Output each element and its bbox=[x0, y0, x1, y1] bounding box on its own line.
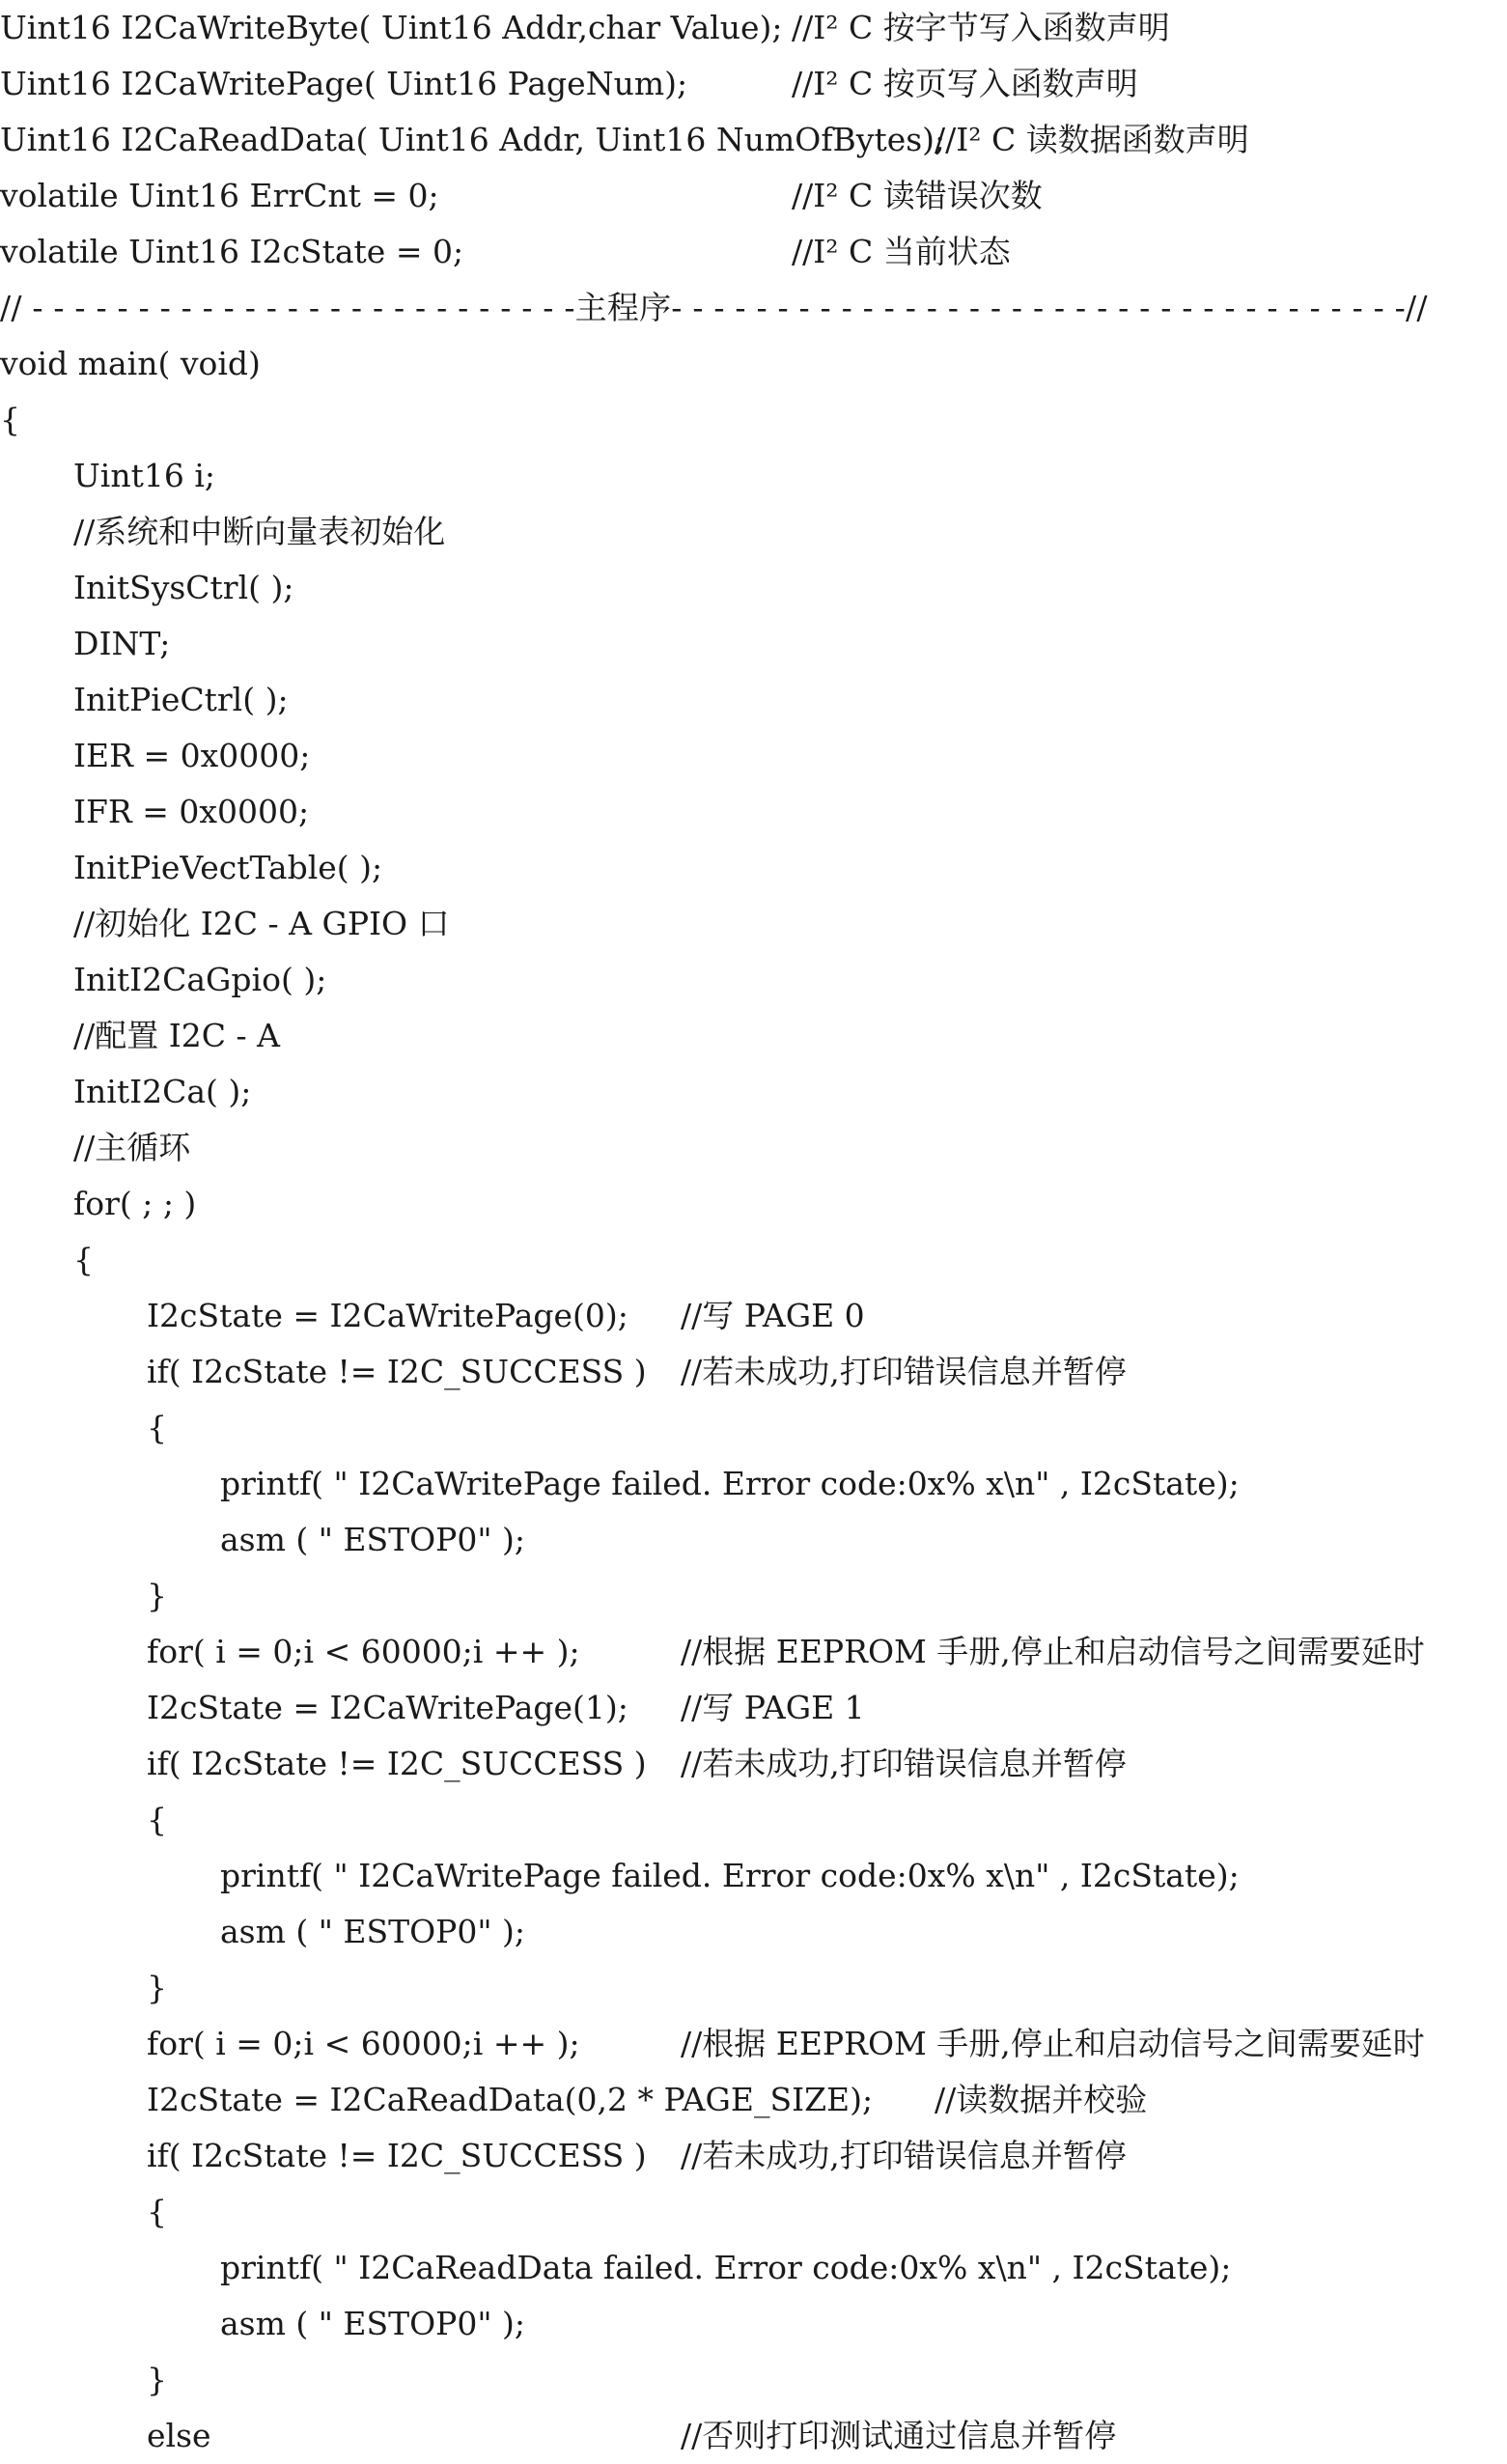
code-line bbox=[0, 2184, 167, 2240]
code-text: volatile Uint16 I2cState = 0; bbox=[0, 233, 464, 270]
code-text: IER = 0x0000; bbox=[73, 737, 311, 774]
code-line bbox=[0, 392, 20, 448]
code-comment: //若未成功,打印错误信息并暂停 bbox=[681, 1353, 1127, 1390]
code-text: asm ( " ESTOP0" ); bbox=[220, 2305, 526, 2342]
code-text: I2cState = I2CaReadData(0,2 * PAGE_SIZE); bbox=[147, 2081, 874, 2118]
code-comment: //写 PAGE 0 bbox=[681, 1297, 865, 1334]
code-line bbox=[0, 1512, 525, 1568]
code-text: { bbox=[0, 401, 20, 438]
code-line bbox=[0, 560, 294, 616]
code-text: DINT; bbox=[73, 625, 171, 662]
code-line bbox=[0, 2072, 1148, 2128]
code-text: { bbox=[147, 2193, 167, 2230]
code-line bbox=[0, 2016, 1425, 2072]
code-text: { bbox=[73, 1241, 94, 1278]
code-text: volatile Uint16 ErrCnt = 0; bbox=[0, 177, 439, 214]
code-line bbox=[0, 1736, 1127, 1792]
code-line bbox=[0, 2240, 1231, 2296]
code-line bbox=[0, 896, 450, 952]
code-text: //初始化 I2C - A GPIO 口 bbox=[73, 905, 450, 942]
code-text: //配置 I2C - A bbox=[73, 1017, 280, 1054]
code-line bbox=[0, 728, 310, 784]
code-line bbox=[0, 2408, 1117, 2464]
code-text: Uint16 I2CaWriteByte( Uint16 Addr,char Value); bbox=[0, 9, 783, 46]
code-text: I2cState = I2CaWritePage(0); bbox=[147, 1297, 628, 1334]
code-line bbox=[0, 1792, 167, 1848]
code-text: //系统和中断向量表初始化 bbox=[73, 513, 446, 550]
code-text: InitI2CaGpio( ); bbox=[73, 961, 327, 998]
code-line bbox=[0, 280, 1428, 336]
code-line bbox=[0, 1400, 167, 1456]
code-comment: //I² C 按页写入函数声明 bbox=[792, 65, 1138, 102]
code-line bbox=[0, 336, 261, 392]
code-line bbox=[0, 2352, 167, 2408]
code-comment: //I² C 读错误次数 bbox=[792, 177, 1043, 214]
code-text: InitPieCtrl( ); bbox=[73, 681, 289, 718]
code-text: Uint16 I2CaWritePage( Uint16 PageNum); bbox=[0, 65, 688, 102]
code-text: void main( void) bbox=[0, 345, 261, 382]
code-line bbox=[0, 1456, 1240, 1512]
code-text: if( I2cState != I2C_SUCCESS ) bbox=[147, 1745, 647, 1782]
code-line bbox=[0, 952, 326, 1008]
code-comment: //若未成功,打印错误信息并暂停 bbox=[681, 1745, 1127, 1782]
code-comment: //若未成功,打印错误信息并暂停 bbox=[681, 2137, 1127, 2174]
code-line bbox=[0, 2296, 525, 2352]
code-comment: //否则打印测试通过信息并暂停 bbox=[681, 2417, 1117, 2454]
code-text: } bbox=[147, 1577, 167, 1614]
code-text: for( i = 0;i < 60000;i ++ ); bbox=[147, 1633, 580, 1670]
code-line bbox=[0, 672, 289, 728]
code-line bbox=[0, 448, 215, 504]
code-text: for( i = 0;i < 60000;i ++ ); bbox=[147, 2025, 580, 2062]
code-comment: //I² C 读数据函数声明 bbox=[935, 121, 1249, 158]
code-line bbox=[0, 56, 1138, 112]
code-comment: //写 PAGE 1 bbox=[681, 1689, 865, 1726]
code-line bbox=[0, 616, 170, 672]
code-line bbox=[0, 1120, 190, 1176]
code-text: IFR = 0x0000; bbox=[73, 793, 310, 830]
code-text: asm ( " ESTOP0" ); bbox=[220, 1913, 526, 1950]
code-line bbox=[0, 1848, 1240, 1904]
code-line bbox=[0, 1568, 167, 1624]
code-line bbox=[0, 168, 1043, 224]
code-text: asm ( " ESTOP0" ); bbox=[220, 1521, 526, 1558]
code-line bbox=[0, 1176, 196, 1232]
code-text: InitPieVectTable( ); bbox=[73, 849, 383, 886]
code-text: printf( " I2CaReadData failed. Error code:0x% x\n" , I2cState); bbox=[220, 2249, 1232, 2286]
code-line bbox=[0, 1344, 1127, 1400]
code-text: printf( " I2CaWritePage failed. Error code:0x% x\n" , I2cState); bbox=[220, 1857, 1240, 1894]
code-text: if( I2cState != I2C_SUCCESS ) bbox=[147, 2137, 647, 2174]
code-line bbox=[0, 1680, 865, 1736]
code-line bbox=[0, 1232, 94, 1288]
code-line bbox=[0, 1960, 167, 2016]
code-text: else bbox=[147, 2417, 211, 2454]
code-text: if( I2cState != I2C_SUCCESS ) bbox=[147, 1353, 647, 1390]
code-line bbox=[0, 840, 382, 896]
code-text: //主循环 bbox=[73, 1129, 191, 1166]
code-text: { bbox=[147, 1801, 167, 1838]
code-line bbox=[0, 1008, 280, 1064]
code-text: // - - - - - - - - - - - - - - - - - - - - - - - - - -主程序- - - - - - - - - - - - - - - - - - - - - - - - - - - - - - - - - - -// bbox=[0, 289, 1428, 326]
code-comment: //根据 EEPROM 手册,停止和启动信号之间需要延时 bbox=[681, 2025, 1425, 2062]
code-line bbox=[0, 784, 309, 840]
code-line bbox=[0, 0, 1170, 56]
code-line bbox=[0, 504, 445, 560]
code-text: InitSysCtrl( ); bbox=[73, 569, 294, 606]
code-line bbox=[0, 1064, 251, 1120]
code-text: } bbox=[147, 2361, 167, 2398]
code-comment: //I² C 当前状态 bbox=[792, 233, 1011, 270]
code-comment: //读数据并校验 bbox=[935, 2081, 1148, 2118]
code-line bbox=[0, 224, 1011, 280]
code-text: Uint16 i; bbox=[73, 457, 216, 494]
code-text: { bbox=[147, 1409, 167, 1446]
code-line bbox=[0, 1288, 865, 1344]
code-text: } bbox=[147, 1969, 167, 2006]
code-text: I2cState = I2CaWritePage(1); bbox=[147, 1689, 628, 1726]
code-text: InitI2Ca( ); bbox=[73, 1073, 252, 1110]
code-line bbox=[0, 2128, 1127, 2184]
code-text: printf( " I2CaWritePage failed. Error code:0x% x\n" , I2cState); bbox=[220, 1465, 1240, 1502]
code-text: for( ; ; ) bbox=[73, 1185, 197, 1222]
code-comment: //根据 EEPROM 手册,停止和启动信号之间需要延时 bbox=[681, 1633, 1425, 1670]
code-line bbox=[0, 1904, 525, 1960]
code-line bbox=[0, 1624, 1425, 1680]
code-text: Uint16 I2CaReadData( Uint16 Addr, Uint16 NumOfBytes); bbox=[0, 121, 946, 158]
code-comment: //I² C 按字节写入函数声明 bbox=[792, 9, 1170, 46]
code-line bbox=[0, 112, 1249, 168]
